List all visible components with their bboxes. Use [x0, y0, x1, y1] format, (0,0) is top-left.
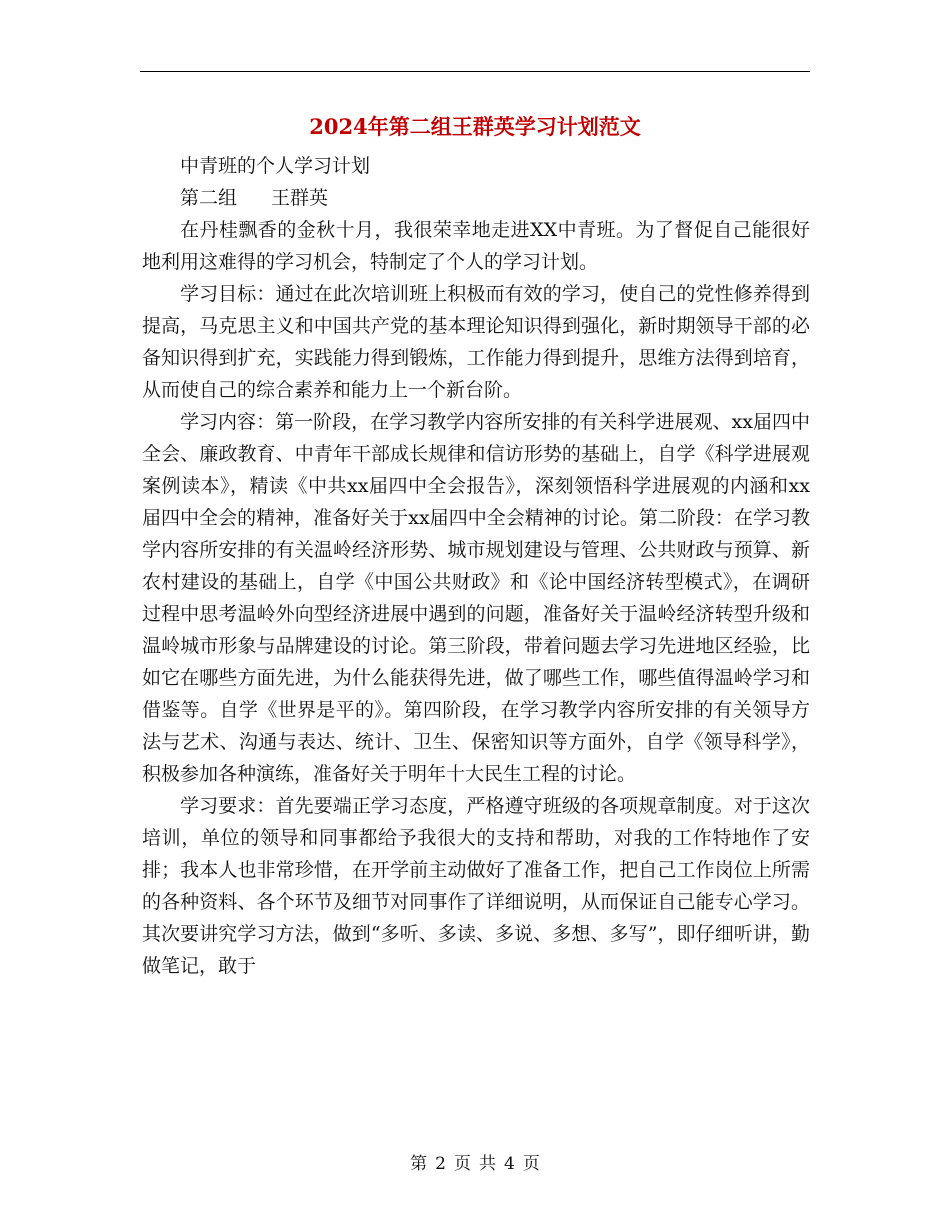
document-subtitle: 中青班的个人学习计划 [180, 155, 371, 177]
footer-page-prefix: 第 [410, 1154, 428, 1174]
footer-page-word: 页 [454, 1154, 471, 1174]
paragraph-goals: 学习目标：通过在此次培训班上积极而有效的学习，使自己的党性修养得到提高，马克思主义和中国共产党的基本理论知识得到强化，新时期领导干部的必备知识得到扩充，实践能力得到锻炼，工作能力得到提升，思维方法得到培育，从而使自己的综合素养和能力上一个新台阶。 [142, 283, 810, 401]
footer-total-prefix: 共 [479, 1154, 496, 1174]
author-name: 王群英 [271, 187, 329, 209]
paragraph-requirements: 学习要求：首先要端正学习态度，严格遵守班级的各项规章制度。对于这次培训，单位的领导和同事都给予我很大的支持和帮助，对我的工作特地作了安排；我本人也非常珍惜，在开学前主动做好了准备工作，把自己工作岗位上所需的各种资料、各个环节及细节对同事作了详细说明，从而保证自己能专心学习。其次要讲究学习方法，做到“多听、多读、多说、多想、多写”，即仔细听讲，勤做笔记，敢于 [142, 795, 810, 977]
group-label: 第二组 [180, 187, 238, 209]
page-footer [0, 1152, 950, 1176]
footer-total-pages: 4 [504, 1154, 515, 1174]
paragraph-intro: 在丹桂飘香的金秋十月，我很荣幸地走进XX中青班。为了督促自己能很好地利用这难得的学习机会，特制定了个人的学习计划。 [142, 219, 810, 273]
footer-current-page: 2 [435, 1154, 446, 1174]
footer-total-word: 页 [522, 1154, 540, 1174]
document-body [142, 150, 810, 982]
author-line [142, 182, 810, 214]
paragraph-content: 学习内容：第一阶段，在学习教学内容所安排的有关科学进展观、xx届四中全会、廉政教育、中青年干部成长规律和信访形势的基础上，自学《科学进展观案例读本》，精读《中共xx届四中全会报告》，深刻领悟科学进展观的内涵和xx届四中全会的精神，准备好关于xx届四中全会精神的讨论。第二阶段：在学习教学内容所安排的有关温岭经济形势、城市规划建设与管理、公共财政与预算、新农村建设的基础上，自学《中国公共财政》和《论中国经济转型模式》，在调研过程中思考温岭外向型经济进展中遇到的问题，准备好关于温岭经济转型升级和温岭城市形象与品牌建设的讨论。第三阶段，带着问题去学习先进地区经验，比如它在哪些方面先进，为什么能获得先进，做了哪些工作，哪些值得温岭学习和借鉴等。自学《世界是平的》。第四阶段，在学习教学内容所安排的有关领导方法与艺术、沟通与表达、统计、卫生、保密知识等方面外，自学《领导科学》，积极参加各种演练，准备好关于明年十大民生工程的讨论。 [142, 411, 810, 785]
header-rule [140, 71, 810, 72]
document-title: 2024年第二组王群英学习计划范文 [309, 114, 641, 139]
